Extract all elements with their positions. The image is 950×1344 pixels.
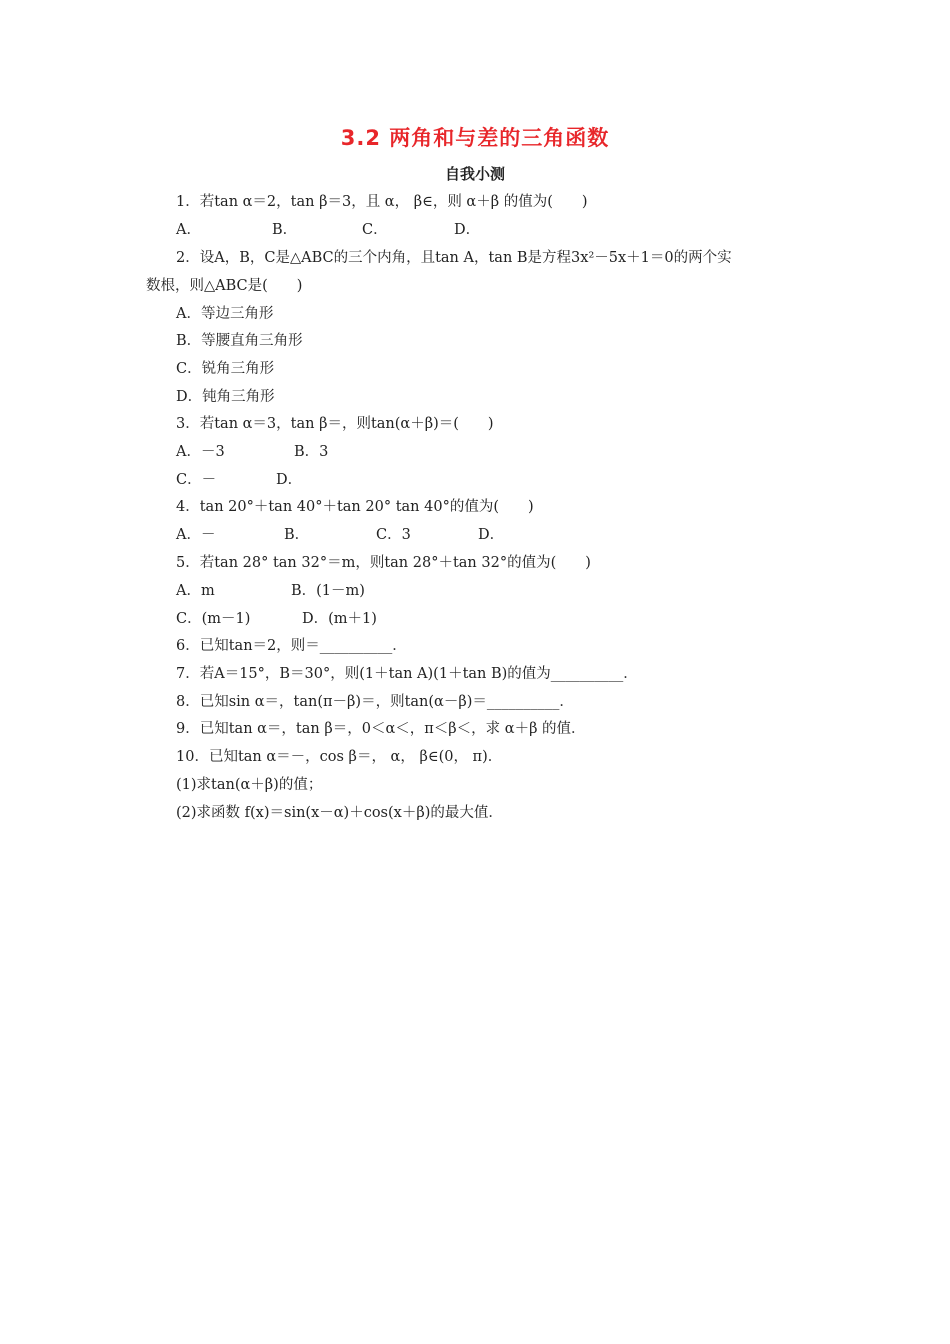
question-3-stem: 3．若tan α＝3，tan β＝，则tan(α＋β)＝( ) [176, 416, 494, 432]
question-3-options-row-1 [176, 442, 328, 462]
question-5-options-row-2 [176, 609, 377, 629]
question-1-option-a: A． [176, 222, 201, 238]
question-4-option-b: B． [284, 527, 310, 543]
question-9: 9．已知tan α＝，tan β＝，0＜α＜，π＜β＜，求 α＋β 的值． [176, 721, 586, 737]
question-3-option-b: B．3 [294, 444, 329, 460]
question-3-option-c: C．－ [176, 472, 217, 488]
question-5-stem: 5．若tan 28° tan 32°＝m，则tan 28°＋tan 32°的值为( ) [176, 555, 591, 571]
question-10-part-1: (1)求tan(α＋β)的值； [176, 777, 323, 793]
question-1-option-d: D． [454, 222, 481, 238]
question-3-option-d: D． [276, 472, 303, 488]
question-4-options [176, 525, 504, 545]
question-1-stem: 1．若tan α＝2，tan β＝3，且 α， β∈，则 α＋β 的值为( ) [176, 194, 588, 210]
section-subtitle: 自我小测 [444, 165, 505, 183]
question-1-option-c: C． [362, 222, 388, 238]
question-10-stem: 10．已知tan α＝－，cos β＝， α， β∈(0， π)． [176, 749, 503, 765]
question-3-option-a: A．－3 [176, 444, 225, 460]
question-5-options-row-1 [176, 581, 365, 601]
page-title: 3.2 两角和与差的三角函数 [340, 126, 610, 150]
question-2-option-a: A．等边三角形 [176, 306, 274, 322]
question-5-option-b: B．(1－m) [291, 583, 365, 599]
question-5-option-d: D．(m＋1) [302, 611, 377, 627]
question-2-stem: 2．设A，B，C是△ABC的三个内角，且tan A，tan B是方程3x²－5x＋1＝0的两个实 [176, 250, 732, 266]
question-4-option-c: C．3 [376, 527, 411, 543]
question-2-stem-continued: 数根，则△ABC是( ) [146, 278, 303, 294]
question-3-options-row-2 [176, 470, 302, 490]
question-8: 8．已知sin α＝，tan(π－β)＝，则tan(α－β)＝__________． [176, 694, 574, 710]
question-2-option-d: D．钝角三角形 [176, 389, 275, 405]
question-5-option-c: C．(m－1) [176, 611, 251, 627]
question-2-option-c: C．锐角三角形 [176, 361, 275, 377]
question-4-option-d: D． [478, 527, 505, 543]
question-1-options [176, 220, 480, 240]
question-5-option-a: A．m [176, 583, 215, 599]
question-10-part-2: (2)求函数 f(x)＝sin(x－α)＋cos(x＋β)的最大值． [176, 805, 503, 821]
question-4-stem: 4．tan 20°＋tan 40°＋tan 20° tan 40°的值为( ) [176, 499, 534, 515]
question-4-option-a: A．－ [176, 527, 216, 543]
question-1-option-b: B． [272, 222, 298, 238]
question-2-option-b: B．等腰直角三角形 [176, 333, 303, 349]
question-6: 6．已知tan＝2，则＝__________． [176, 638, 407, 654]
question-7: 7．若A＝15°，B＝30°，则(1＋tan A)(1＋tan B)的值为__________． [176, 666, 638, 682]
